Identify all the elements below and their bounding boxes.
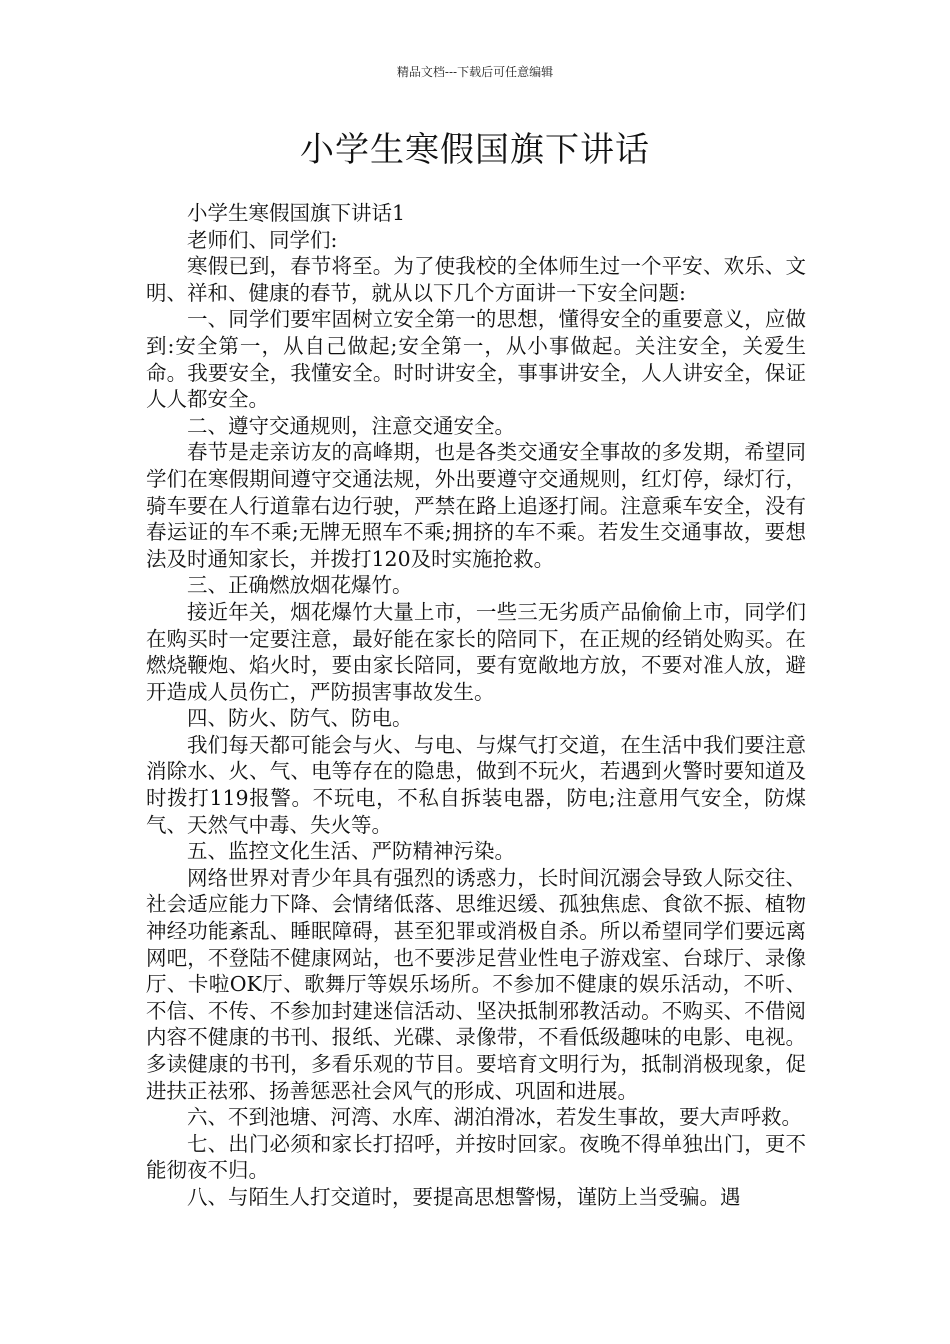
paragraph-intro: 寒假已到，春节将至。为了使我校的全体师生过一个平安、欢乐、文明、祥和、健康的春节，就从以下几个方面讲一下安全问题: [146, 254, 806, 305]
paragraph-point-8: 八、与陌生人打交道时，要提高思想警惕，谨防上当受骗。遇 [187, 1184, 741, 1209]
paragraph-culture: 网络世界对青少年具有强烈的诱惑力，长时间沉溺会导致人际交往、社会适应能力下降、会情绪低落、思维迟缓、孤独焦虑、食欲不振、植物神经功能紊乱、睡眠障碍，甚至犯罪或消极自杀。所以希望同学们要远离网吧，不登陆不健康网站，也不要涉足营业性电子游戏室、台球厅、录像厅、卡啦OK厅、歌舞厅等娱乐场所。不参加不健康的娱乐活动，不听、不信、不传、不参加封建迷信活动、坚决抵制邪教活动。不购买、不借阅内容不健康的书刊、报纸、光碟、录像带，不看低级趣味的电影、电视。多读健康的书刊，多看乐观的节目。要培育文明行为，抵制消极现象，促进扶正祛邪、扬善惩恶社会风气的形成、巩固和进展。 [146, 865, 806, 1103]
paragraph-heading-traffic: 二、遵守交通规则，注意交通安全。 [187, 413, 515, 438]
paragraph-heading-culture: 五、监控文化生活、严防精神污染。 [187, 839, 515, 864]
paragraph-salutation: 老师们、同学们: [187, 227, 338, 252]
document-body [146, 200, 806, 1211]
document-title: 小学生寒假国旗下讲话 [300, 130, 650, 170]
paragraph-speech-heading: 小学生寒假国旗下讲话1 [187, 201, 406, 225]
paragraph-fireworks: 接近年关，烟花爆竹大量上市，一些三无劣质产品偷偷上市，同学们在购买时一定要注意，最好能在家长的陪同下，在正规的经销处购买。在燃烧鞭炮、焰火时，要由家长陪同，要有宽敞地方放，不要对准人放，避开造成人员伤亡，严防损害事故发生。 [146, 599, 806, 704]
paragraph-point-7: 七、出门必须和家长打招呼，并按时回家。夜晚不得单独出门，更不能彻夜不归。 [146, 1131, 806, 1183]
document-header-note: 精品文档---下载后可任意编辑 [396, 65, 554, 79]
paragraph-traffic: 春节是走亲访友的高峰期，也是各类交通安全事故的多发期，希望同学们在寒假期间遵守交通法规，外出要遵守交通规则，红灯停，绿灯行，骑车要在人行道靠右边行驶，严禁在路上追逐打闹。注意乘车安全，没有春运证的车不乘;无牌无照车不乘;拥挤的车不乘。若发生交通事故，要想法及时通知家长，并拨打120及时实施抢救。 [146, 440, 806, 571]
paragraph-heading-fire-gas-electric: 四、防火、防气、防电。 [187, 706, 413, 731]
paragraph-point-1: 一、同学们要牢固树立安全第一的思想，懂得安全的重要意义，应做到:安全第一，从自己做起;安全第一，从小事做起。关注安全，关爱生命。我要安全，我懂安全。时时讲安全，事事讲安全，人人讲安全，保证人人都安全。 [146, 307, 806, 412]
paragraph-fire-gas-electric: 我们每天都可能会与火、与电、与煤气打交道，在生活中我们要注意消除水、火、气、电等存在的隐患，做到不玩火，若遇到火警时要知道及时拨打119报警。不玩电，不私自拆装电器，防电;注意用气安全，防煤气、天然气中毒、失火等。 [146, 732, 806, 837]
paragraph-point-6: 六、不到池塘、河湾、水库、湖泊滑冰，若发生事故，要大声呼救。 [187, 1105, 802, 1130]
paragraph-heading-fireworks: 三、正确燃放烟花爆竹。 [187, 573, 413, 598]
